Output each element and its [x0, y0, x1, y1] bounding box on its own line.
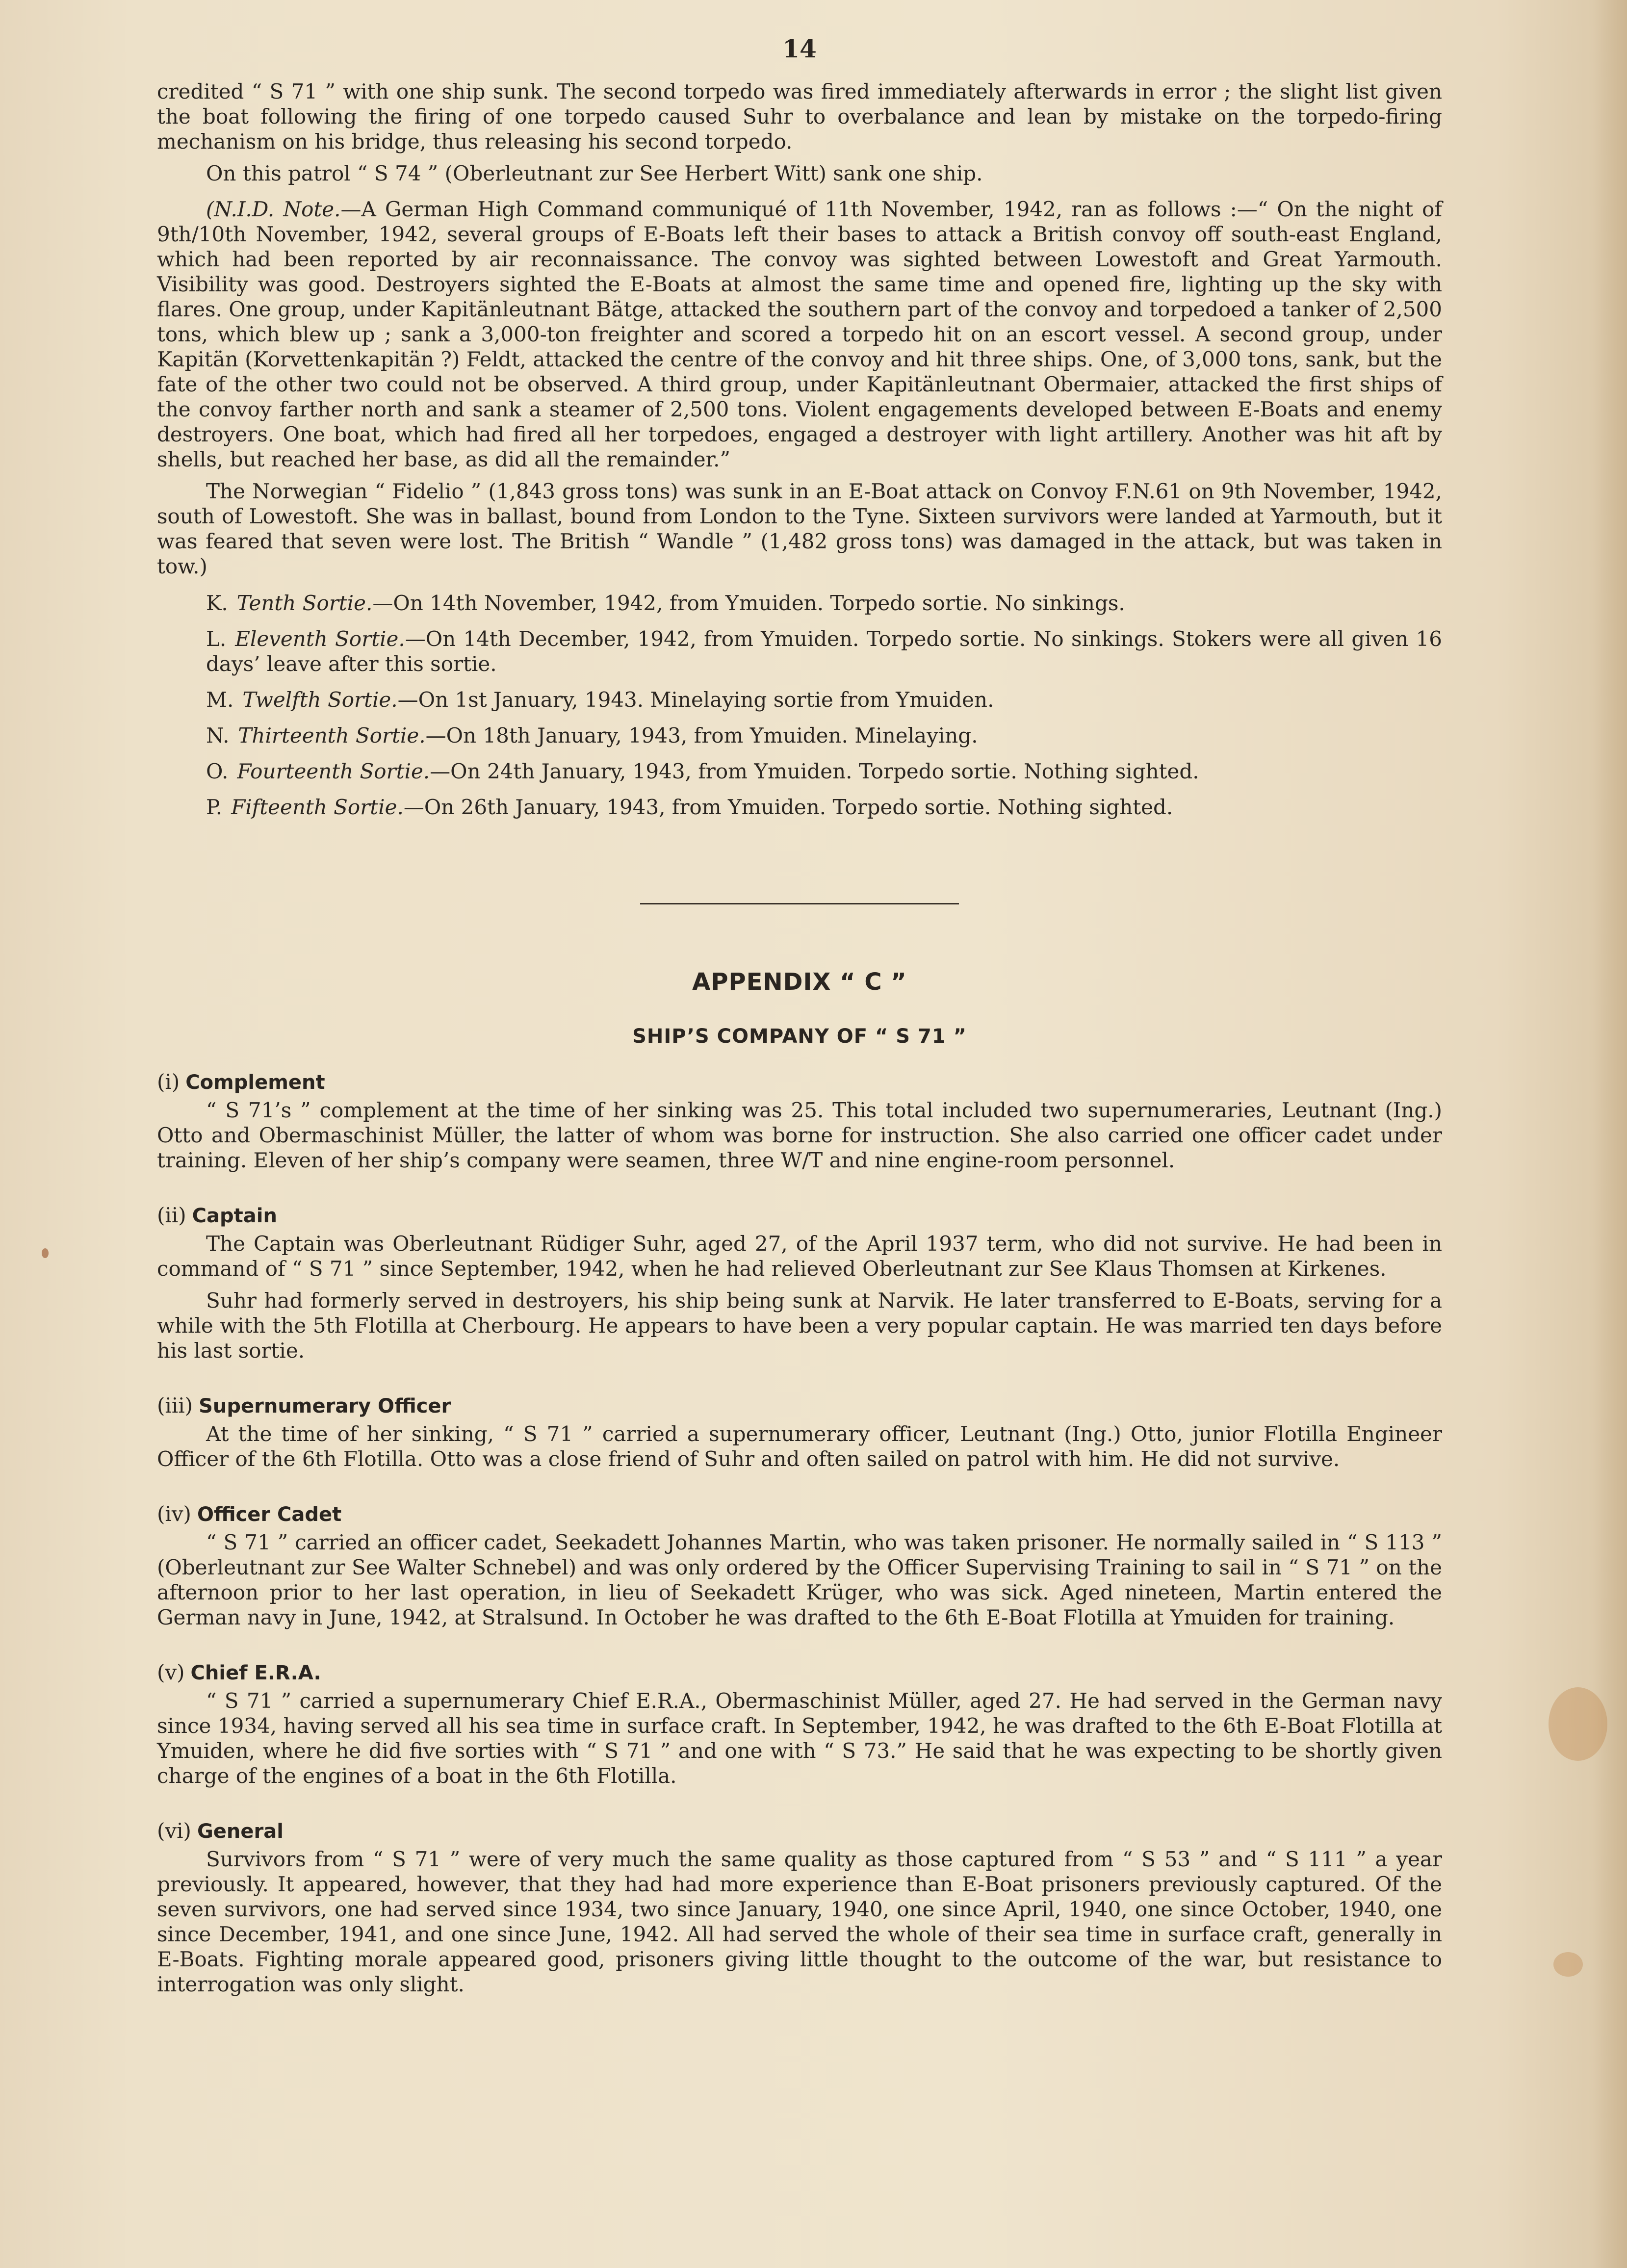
section-paragraph: The Captain was Oberleutnant Rüdiger Suhr, aged 27, of the April 1937 term, who did not survive. He had been in command of “ S 71 ” since September, 1942, when he had relieved Oberleutnant zur See Klaus Thomsen at Kirkenes.: [157, 1232, 1442, 1281]
paper-stain: [42, 1248, 49, 1258]
page-edge-shadow: [1593, 0, 1627, 2268]
section-title: Chief E.R.A.: [190, 1662, 321, 1684]
section-title: General: [197, 1820, 284, 1843]
section-heading: [157, 1819, 1442, 1843]
section-paragraph: Suhr had formerly served in destroyers, his ship being sunk at Narvik. He later transferred to E-Boats, serving for a while with the 5th Flotilla at Cherbourg. He appears to have been a very popular captain. He was married ten days before his last sortie.: [157, 1289, 1442, 1363]
section-number: (ii): [157, 1203, 186, 1227]
sortie-item: [157, 626, 1442, 676]
paper-stain: [1549, 1687, 1607, 1761]
section-paragraph: “ S 71 ” carried an officer cadet, Seekadett Johannes Martin, who was taken prisoner. He normally sailed in “ S 113 ” (Oberleutnant zur See Walter Schnebel) and was only ordered by the Officer Supervising Training to sail in “ S 71 ” on the afternoon prior to her last operation, in lieu of Seekadett Krüger, who was sick. Aged nineteen, Martin entered the German navy in June, 1942, at Stralsund. In October he was drafted to the 6th E-Boat Flotilla at Ymuiden for training.: [157, 1530, 1442, 1629]
sortie-letter: N.: [206, 723, 230, 747]
section-title: Supernumerary Officer: [199, 1395, 451, 1418]
sortie-title: Eleventh Sortie.: [235, 627, 405, 651]
section-title: Captain: [192, 1205, 277, 1227]
section-number: (vi): [157, 1819, 191, 1843]
sortie-text: —On 26th January, 1943, from Ymuiden. Torpedo sortie. Nothing sighted.: [403, 795, 1173, 819]
sortie-text: —On 18th January, 1943, from Ymuiden. Minelaying.: [425, 723, 978, 747]
section-paragraph: “ S 71 ” carried a supernumerary Chief E.R.A., Obermaschinist Müller, aged 27. He had served in the German navy since 1934, having served all his sea time in surface craft. In September, 1942, he was drafted to the 6th E-Boat Flotilla at Ymuiden, where he did five sorties with “ S 71 ” and one with “ S 73.” He said that he was expecting to be shortly given charge of the engines of a boat in the 6th Flotilla.: [157, 1689, 1442, 1788]
section-heading: [157, 1502, 1442, 1526]
appendix-section-chief-era: [157, 1660, 1442, 1788]
paper-stain: [1553, 1952, 1583, 1977]
appendix-section-general: [157, 1819, 1442, 1997]
sortie-text: —On 1st January, 1943. Minelaying sortie from Ymuiden.: [397, 688, 994, 712]
section-number: (iv): [157, 1502, 191, 1526]
section-heading: [157, 1203, 1442, 1227]
sortie-letter: P.: [206, 795, 223, 819]
section-heading: [157, 1660, 1442, 1684]
section-paragraph: “ S 71’s ” complement at the time of her sinking was 25. This total included two supernumeraries, Leutnant (Ing.) Otto and Obermaschinist Müller, the latter of whom was borne for instruction. She also carried one officer cadet under training. Eleven of her ship’s company were seamen, three W/T and nine engine-room personnel.: [157, 1098, 1442, 1172]
sortie-text: —On 24th January, 1943, from Ymuiden. Torpedo sortie. Nothing sighted.: [430, 759, 1199, 783]
sortie-item: [157, 795, 1442, 820]
appendix-section-captain: [157, 1203, 1442, 1363]
sortie-title: Fourteenth Sortie.: [237, 759, 430, 783]
appendix-section-supernumerary-officer: [157, 1393, 1442, 1471]
sortie-title: Twelfth Sortie.: [242, 688, 398, 712]
nid-note: [157, 197, 1442, 472]
body-paragraph: On this patrol “ S 74 ” (Oberleutnant zur See Herbert Witt) sank one ship.: [206, 161, 983, 185]
section-heading: [157, 1393, 1442, 1418]
section-number: (iii): [157, 1393, 193, 1418]
nid-note-label: (N.I.D. Note.: [206, 197, 341, 221]
sortie-item: [157, 591, 1442, 616]
nid-note-text: —A German High Command communiqué of 11th November, 1942, ran as follows :—“ On the night of 9th/10th November, 1942, several groups of E-Boats left their bases to attack a British convoy off south-east England, which had been reported by air reconnaissance. The convoy was sighted between Lowestoft and Great Yarmouth. Visibility was good. Destroyers sighted the E-Boats at almost the same time and opened fire, lighting up the sky with flares. One group, under Kapitänleutnant Bätge, attacked the southern part of the convoy and torpedoed a tanker of 2,500 tons, which blew up ; sank a 3,000-ton freighter and scored a torpedo hit on an escort vessel. A second group, under Kapitän (Korvettenkapitän ?) Feldt, attacked the centre of the convoy and hit three ships. One, of 3,000 tons, sank, but the fate of the other two could not be observed. A third group, under Kapitänleutnant Obermaier, attacked the first ships of the convoy farther north and sank a steamer of 2,500 tons. Violent engagements developed between E-Boats and enemy destroyers. One boat, which had fired all her torpedoes, engaged a destroyer with light artillery. Another was hit aft by shells, but reached her base, as did all the remainder.”: [157, 197, 1442, 471]
section-paragraph: At the time of her sinking, “ S 71 ” carried a supernumerary officer, Leutnant (Ing.) Otto, junior Flotilla Engineer Officer of the 6th Flotilla. Otto was a close friend of Suhr and often sailed on patrol with him. He did not survive.: [157, 1422, 1442, 1471]
section-number: (i): [157, 1070, 180, 1094]
appendix-section-complement: [157, 1070, 1442, 1173]
body-paragraph: credited “ S 71 ” with one ship sunk. The second torpedo was fired immediately afterwards in error ; the slight list given the boat following the firing of one torpedo caused Suhr to overbalance and lean by mistake on the torpedo-firing mechanism on his bridge, thus releasing his second torpedo.: [157, 79, 1442, 154]
section-title: Complement: [185, 1071, 325, 1094]
section-paragraph: Survivors from “ S 71 ” were of very much the same quality as those captured from “ S 53 ” and “ S 111 ” a year previously. It appeared, however, that they had had more experience than E-Boat prisoners previously captured. Of the seven survivors, one had served since 1934, two since January, 1940, one since April, 1940, one since October, 1940, one since December, 1941, and one since June, 1942. All had served the whole of their sea time in surface craft, generally in E-Boats. Fighting morale appeared good, prisoners giving little thought to the outcome of the war, but resistance to interrogation was only slight.: [157, 1847, 1442, 1996]
sortie-text: —On 14th December, 1942, from Ymuiden. Torpedo sortie. No sinkings. Stokers were all given 16 days’ leave after this sortie.: [206, 627, 1442, 676]
section-title: Officer Cadet: [197, 1503, 342, 1526]
sortie-text: —On 14th November, 1942, from Ymuiden. Torpedo sortie. No sinkings.: [372, 591, 1125, 615]
sortie-letter: L.: [206, 627, 227, 651]
sortie-item: [157, 723, 1442, 748]
sortie-letter: K.: [206, 591, 228, 615]
sortie-title: Fifteenth Sortie.: [231, 795, 404, 819]
section-heading: [157, 1070, 1442, 1094]
section-divider: [640, 903, 959, 904]
sortie-title: Tenth Sortie.: [236, 591, 373, 615]
section-number: (v): [157, 1660, 185, 1684]
sortie-item: [157, 759, 1442, 784]
appendix-section-officer-cadet: [157, 1502, 1442, 1630]
page-number: 14: [782, 34, 817, 63]
sortie-letter: O.: [206, 759, 229, 783]
sortie-letter: M.: [206, 688, 234, 712]
sortie-item: [157, 687, 1442, 712]
sortie-title: Thirteenth Sortie.: [238, 723, 426, 747]
appendix-subtitle: SHIP’S COMPANY OF “ S 71 ”: [632, 1025, 967, 1048]
appendix-title: APPENDIX “ C ”: [692, 968, 907, 996]
nid-note-continuation: The Norwegian “ Fidelio ” (1,843 gross tons) was sunk in an E-Boat attack on Convoy F.N.61 on 9th November, 1942, south of Lowestoft. She was in ballast, bound from London to the Tyne. Sixteen survivors were landed at Yarmouth, but it was feared that seven were lost. The British “ Wandle ” (1,482 gross tons) was damaged in the attack, but was taken in tow.): [157, 479, 1442, 578]
page-content: [157, 29, 1442, 2027]
